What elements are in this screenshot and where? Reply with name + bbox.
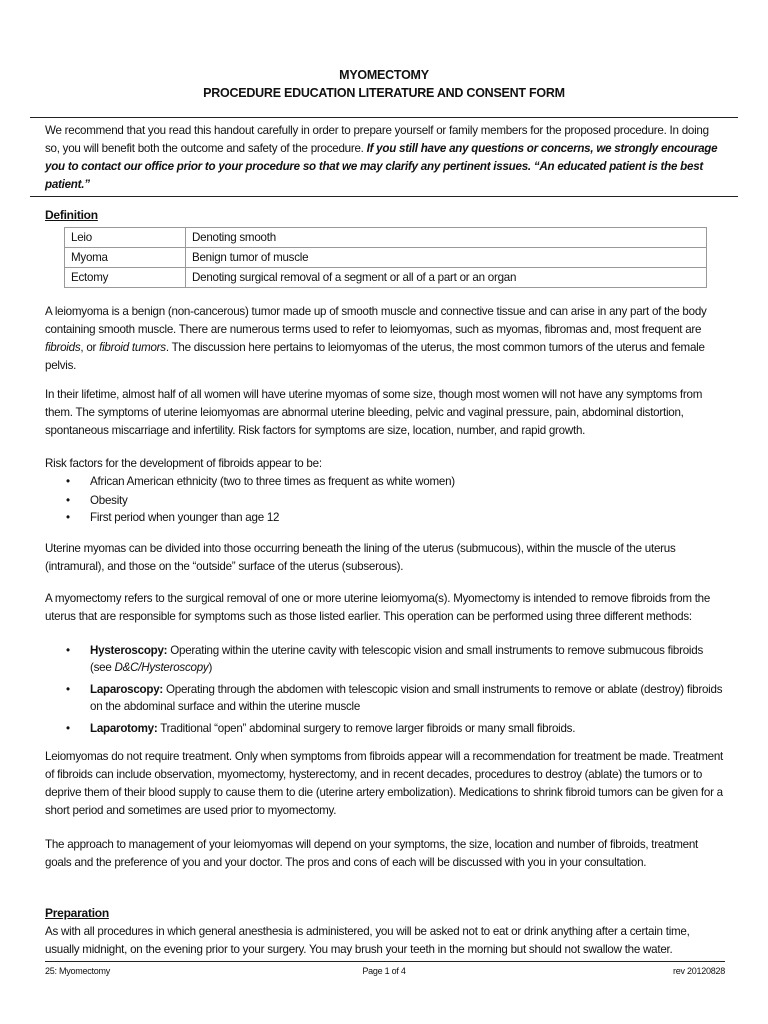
definition-table xyxy=(64,227,707,288)
intro-emphasis: If you still have any questions or concerns, we strongly encourage you to contact our office prior to your procedure so that we may clarify any pertinent issues. “An educated patient is the best patient.” xyxy=(45,142,718,191)
text: ) xyxy=(208,661,213,674)
text: , or xyxy=(80,341,100,354)
method-name: Laparotomy: xyxy=(90,722,158,735)
preparation-heading: Preparation xyxy=(45,906,109,920)
term-cell: Ectomy xyxy=(65,268,186,288)
treatment-paragraph: Leiomyomas do not require treatment. Only when symptoms from fibroids appear will a recommendation for treatment be made. Treatment of fibroids can include observation, myomectomy, hysterectomy, and in recent decades, procedures to destroy (ablate) the tumors or to deprive them of their blood supply to cause them to die (uterine artery embolization). Medications to shrink fibroid tumors can be given for a short period and sometimes are used prior to myomectomy. xyxy=(45,750,724,817)
bullet-icon: • xyxy=(66,722,70,735)
preparation-paragraph: As with all procedures in which general anesthesia is administered, you will be asked not to eat or drink anything after a certain time, usually midnight, on the evening prior to your surgery. You may brush your teeth in the morning but should not swallow the water. xyxy=(45,925,690,956)
text: Operating through the abdomen with telescopic vision and small instruments to remove or ablate (destroy) fibroids on the abdominal surface and within the uterine muscle xyxy=(90,683,723,713)
text: African American ethnicity (two to three times as frequent as white women) xyxy=(90,475,455,488)
bullet-icon: • xyxy=(66,511,70,524)
text: A leiomyoma is a benign (non-cancerous) tumor made up of smooth muscle and connective tissue and can arise in any part of the body containing smooth muscle. There are numerous terms used to refer to leiomyomas, such as myomas, fibromas and, most frequent are xyxy=(45,305,707,336)
table-row xyxy=(65,268,707,288)
definition-heading: Definition xyxy=(45,208,98,222)
intro-paragraph xyxy=(45,122,725,194)
footer-divider xyxy=(45,961,725,962)
text: Operating within the uterine cavity with telescopic vision and small instruments to remove submucous fibroids (see xyxy=(90,644,703,674)
list-item xyxy=(45,642,725,676)
myomectomy-paragraph: A myomectomy refers to the surgical removal of one or more uterine leiomyoma(s). Myomectomy is intended to remove fibroids from the uterus that are responsible for symptoms such as those listed earlier. This operation can be performed using three different methods: xyxy=(45,592,711,623)
meaning-cell: Denoting surgical removal of a segment or all of a part or an organ xyxy=(186,268,707,288)
list-item xyxy=(45,473,725,490)
list-item xyxy=(45,509,725,526)
term-cell: Myoma xyxy=(65,248,186,268)
text: Traditional “open” abdominal surgery to remove larger fibroids or many small fibroids. xyxy=(157,722,576,735)
footer-revision: rev 20120828 xyxy=(672,966,725,976)
methods-list xyxy=(45,642,725,739)
risk-factors-intro: Risk factors for the development of fibroids appear to be: xyxy=(45,457,322,470)
bullet-icon: • xyxy=(66,683,70,696)
text: First period when younger than age 12 xyxy=(90,511,280,524)
reference-link: D&C/Hysteroscopy xyxy=(114,661,209,674)
method-name: Hysteroscopy: xyxy=(90,644,168,657)
intro-text: We recommend that you read this handout carefully in order to prepare yourself or family members for the proposed procedure. In doing so, you will benefit both the outcome and safety of the procedure. xyxy=(45,124,709,155)
myoma-types-paragraph: Uterine myomas can be divided into those occurring beneath the lining of the uterus (submucous), within the muscle of the uterus (intramural), and those on the “outside” surface of the uterus (subserous). xyxy=(45,542,676,573)
document-subtitle: PROCEDURE EDUCATION LITERATURE AND CONSENT FORM xyxy=(203,86,565,100)
divider xyxy=(30,117,738,118)
method-name: Laparoscopy: xyxy=(90,683,164,696)
text: Obesity xyxy=(90,494,128,507)
bullet-icon: • xyxy=(66,475,70,488)
term-cell: Leio xyxy=(65,228,186,248)
list-item xyxy=(45,720,725,737)
meaning-cell: Benign tumor of muscle xyxy=(186,248,707,268)
table-row xyxy=(65,228,707,248)
footer-doc-id: 25: Myomectomy xyxy=(45,966,111,976)
risk-factors-list xyxy=(45,473,725,528)
symptoms-paragraph: In their lifetime, almost half of all women will have uterine myomas of some size, though most women will not have any symptoms from them. The symptoms of uterine leiomyomas are abnormal uterine bleeding, pelvic and vaginal pressure, pain, abdominal distortion, spontaneous miscarriage and infertility. Risk factors for symptoms are size, location, number, and rapid growth. xyxy=(45,388,703,437)
table-row xyxy=(65,248,707,268)
leiomyoma-paragraph xyxy=(45,303,725,375)
list-item xyxy=(45,492,725,509)
meaning-cell: Denoting smooth xyxy=(186,228,707,248)
footer-page-number: Page 1 of 4 xyxy=(362,966,406,976)
divider xyxy=(30,196,738,197)
management-paragraph: The approach to management of your leiomyomas will depend on your symptoms, the size, location and number of fibroids, treatment goals and the preference of you and your doctor. The pros and cons of each will be discussed with you in your consultation. xyxy=(45,838,699,869)
text: . The discussion here pertains to leiomyomas of the uterus, the most common tumors of the uterus and female pelvis. xyxy=(45,341,705,372)
document-title: MYOMECTOMY xyxy=(339,68,429,82)
bullet-icon: • xyxy=(66,494,70,507)
bullet-icon: • xyxy=(66,644,70,657)
italic-term: fibroid tumors xyxy=(99,341,166,354)
italic-term: fibroids xyxy=(45,341,81,354)
list-item xyxy=(45,681,725,715)
